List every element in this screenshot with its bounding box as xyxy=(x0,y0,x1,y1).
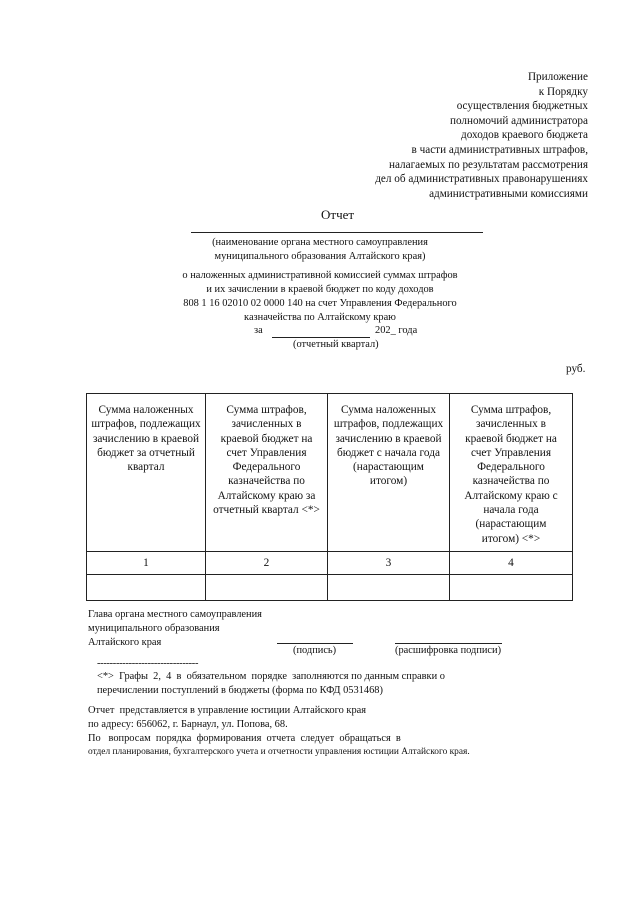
appendix-line: дел об административных правонарушениях xyxy=(375,173,588,186)
document-title: Отчет xyxy=(321,207,355,222)
column-header-3 xyxy=(328,394,450,552)
period-prefix: за xyxy=(254,325,263,336)
table-cell[interactable] xyxy=(450,575,573,601)
column-number-4: 4 xyxy=(450,552,573,575)
notes-line2: по адресу: 656062, г. Барнаул, ул. Попова, 68. xyxy=(88,719,288,730)
column-number-2: 2 xyxy=(206,552,328,575)
footnote-separator: -------------------------------- xyxy=(97,658,199,669)
appendix-line: налагаемых по результатам рассмотрения xyxy=(388,158,588,171)
signature-decode-line xyxy=(395,643,502,644)
subject-line4: казначейства по Алтайскому краю xyxy=(244,312,396,323)
period-line xyxy=(272,337,370,338)
table-cell[interactable] xyxy=(206,575,328,601)
column-header-text: Сумма штрафов, зачисленных в краевой бюджет на счет Управления Федерального казначейства по Алтайскому краю за отчетный квартал <*> xyxy=(213,404,320,517)
table-cell[interactable] xyxy=(328,575,450,601)
column-header-2 xyxy=(206,394,328,552)
signatory-line1: Глава органа местного самоуправления xyxy=(88,609,262,620)
subject-line1: о наложенных административной комиссией суммах штрафов xyxy=(182,270,458,281)
appendix-line: осуществления бюджетных xyxy=(456,100,588,113)
notes-line4: отдел планирования, бухгалтерского учета и отчетности управления юстиции Алтайского края. xyxy=(88,747,470,757)
footnote-line2: перечислении поступлений в бюджеты (форма по КФД 0531468) xyxy=(97,685,383,696)
subject-line3: 808 1 16 02010 02 0000 140 на счет Управления Федерального xyxy=(183,298,457,309)
subject-line2: и их зачислении в краевой бюджет по коду доходов xyxy=(206,284,434,295)
column-header-4 xyxy=(450,394,573,552)
column-header-text: Сумма наложенных штрафов, подлежащих зачислению в краевой бюджет с начала года (нарастающим итогом) xyxy=(333,404,444,488)
appendix-line: Приложение xyxy=(527,71,588,83)
period-year: 202_ года xyxy=(375,325,418,336)
appendix-header xyxy=(375,70,588,201)
org-caption-line2: муниципального образования Алтайского края) xyxy=(214,251,426,262)
column-number-3: 3 xyxy=(328,552,450,575)
footnote-line1: <*> Графы 2, 4 в обязательном порядке заполняются по данным справки о xyxy=(97,671,445,682)
column-header-text: Сумма штрафов, зачисленных в краевой бюджет на счет Управления Федерального казначейства по Алтайскому краю с начала года (нарастающим итогом) <*> xyxy=(464,404,558,545)
currency-label: руб. xyxy=(566,363,586,375)
appendix-line: полномочий администратора xyxy=(449,114,588,127)
period-caption: (отчетный квартал) xyxy=(293,339,379,350)
table-header-row xyxy=(87,394,573,552)
appendix-line: доходов краевого бюджета xyxy=(461,129,588,142)
table-data-row xyxy=(87,575,573,601)
table-cell[interactable] xyxy=(87,575,206,601)
signatory-line3: Алтайского края xyxy=(88,637,162,648)
appendix-line: административными комиссиями xyxy=(429,187,588,200)
column-header-text: Сумма наложенных штрафов, подлежащих зачислению в краевой бюджет за отчетный квартал xyxy=(91,404,201,474)
report-table xyxy=(86,393,573,601)
signature-decode-caption: (расшифровка подписи) xyxy=(395,645,502,656)
column-header-1 xyxy=(87,394,206,552)
column-number-1: 1 xyxy=(87,552,206,575)
signatory-line2: муниципального образования xyxy=(88,623,220,634)
appendix-line: в части административных штрафов, xyxy=(411,143,588,156)
appendix-line: к Порядку xyxy=(538,85,588,98)
signature-caption: (подпись) xyxy=(293,645,337,656)
table-number-row xyxy=(87,552,573,575)
signature-line xyxy=(277,643,353,644)
notes-line3: По вопросам порядка формирования отчета следует обращаться в xyxy=(88,733,401,744)
org-caption-line1: (наименование органа местного самоуправления xyxy=(212,237,428,248)
notes-line1: Отчет представляется в управление юстиции Алтайского края xyxy=(88,705,367,716)
org-name-line xyxy=(191,232,483,233)
